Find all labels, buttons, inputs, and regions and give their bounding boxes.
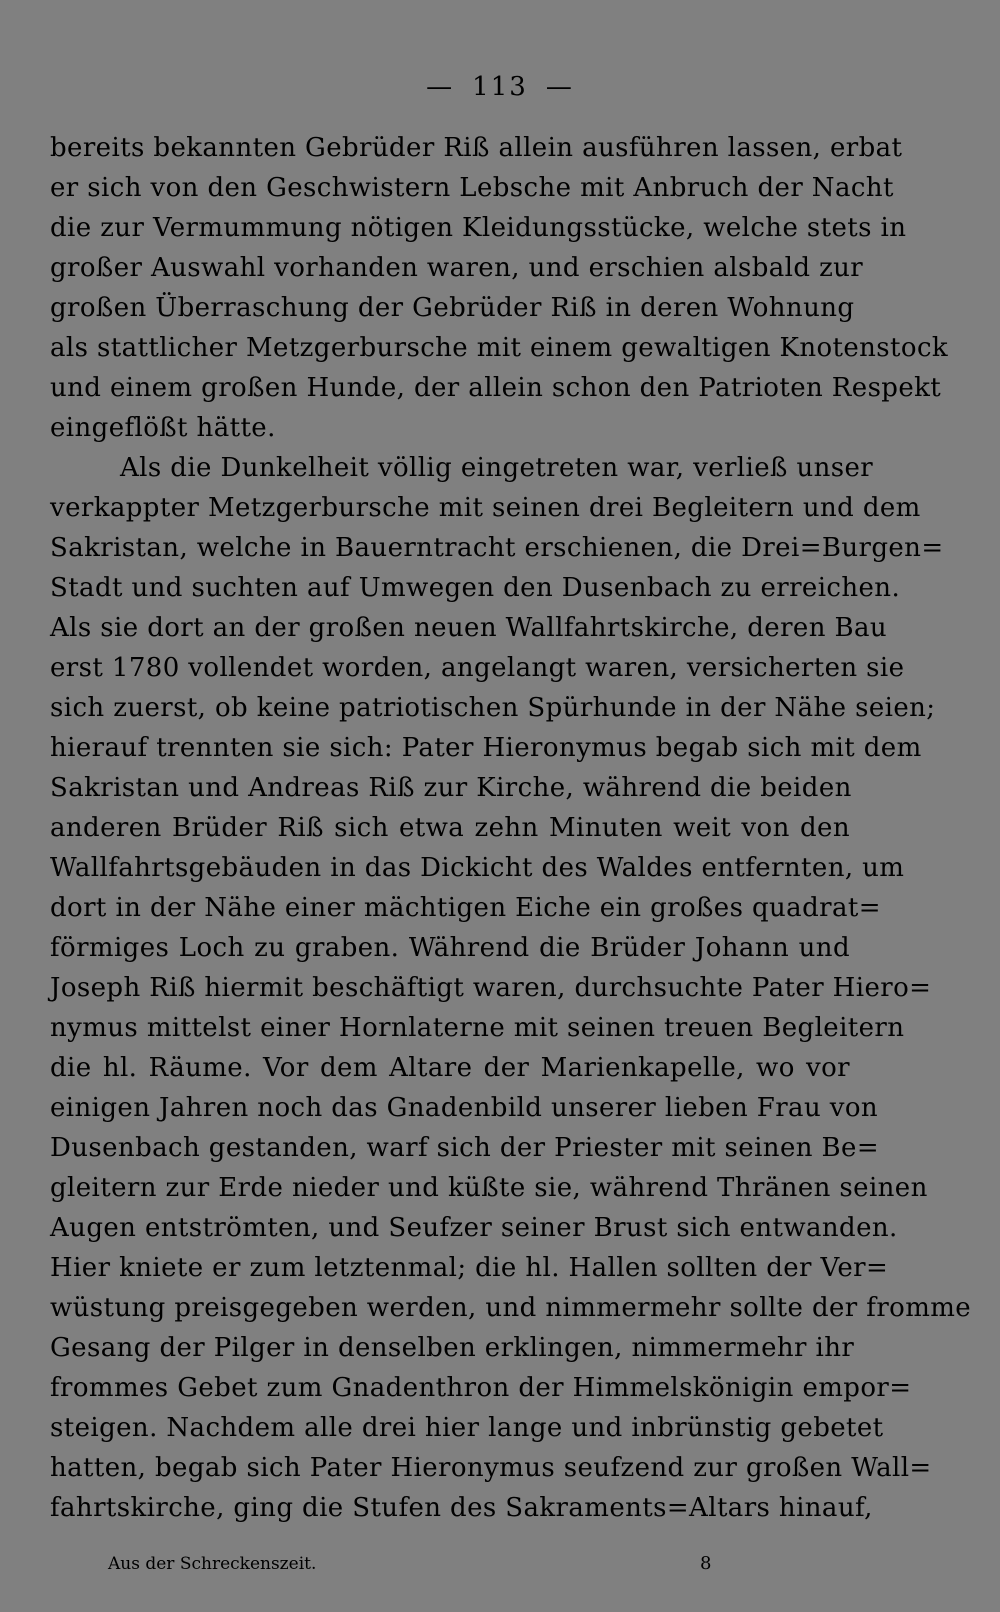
left-dash: — [426,72,455,102]
text-line: die hl. Räume. Vor dem Altare der Marienkapelle, wo vor [50,1053,850,1083]
text-line: verkappter Metzgerbursche mit seinen drei Begleitern und dem [50,493,921,523]
text-line: steigen. Nachdem alle drei hier lange und inbrünstig gebetet [50,1413,884,1443]
text-line: gleitern zur Erde nieder und küßte sie, während Thränen seinen [50,1173,928,1203]
text-line: Wallfahrtsgebäuden in das Dickicht des Waldes entfernten, um [50,853,905,883]
text-line: erst 1780 vollendet worden, angelangt waren, versicherten sie [50,653,905,683]
page-footer [108,1552,712,1576]
text-line: fahrtskirche, ging die Stufen des Sakraments=Altars hinauf, [50,1493,873,1523]
text-line: großen Überraschung der Gebrüder Riß in deren Wohnung [50,293,855,323]
text-line: großer Auswahl vorhanden waren, und erschien alsbald zur [50,253,864,283]
text-line: bereits bekannten Gebrüder Riß allein ausführen lassen, erbat [50,133,903,163]
text-line: als stattlicher Metzgerbursche mit einem gewaltigen Knotenstock [50,333,949,363]
text-line: einigen Jahren noch das Gnadenbild unserer lieben Frau von [50,1093,879,1123]
text-line: förmiges Loch zu graben. Während die Brüder Johann und [50,933,850,963]
text-line: und einem großen Hunde, der allein schon den Patrioten Respekt [50,373,942,403]
text-line: frommes Gebet zum Gnadenthron der Himmelskönigin empor= [50,1373,912,1403]
text-line: Augen entströmten, und Seufzer seiner Brust sich entwanden. [50,1213,898,1243]
body-text [50,128,972,1528]
text-line: hierauf trennten sie sich: Pater Hieronymus begab sich mit dem [50,733,922,763]
page-header [0,72,1000,102]
text-line: die zur Vermummung nötigen Kleidungsstücke, welche stets in [50,213,907,243]
text-line: Sakristan, welche in Bauerntracht erschienen, die Drei=Burgen= [50,533,944,563]
text-line: Sakristan und Andreas Riß zur Kirche, während die beiden [50,773,852,803]
text-line: Als die Dunkelheit völlig eingetreten war, verließ unser [120,453,874,483]
text-line: Gesang der Pilger in denselben erklingen, nimmermehr ihr [50,1333,855,1363]
page-number: 113 [472,72,528,102]
text-line: sich zuerst, ob keine patriotischen Spürhunde in der Nähe seien; [50,693,936,723]
text-line: Dusenbach gestanden, warf sich der Priester mit seinen Be= [50,1133,880,1163]
text-line: Als sie dort an der großen neuen Wallfahrtskirche, deren Bau [50,613,888,643]
text-line: nymus mittelst einer Hornlaterne mit seinen treuen Begleitern [50,1013,905,1043]
text-line: wüstung preisgegeben werden, und nimmermehr sollte der fromme [50,1293,972,1323]
signature-mark: 8 [700,1553,712,1574]
text-line: dort in der Nähe einer mächtigen Eiche ein großes quadrat= [50,893,881,923]
text-line: anderen Brüder Riß sich etwa zehn Minuten weit von den [50,813,850,843]
text-line: Stadt und suchten auf Umwegen den Dusenbach zu erreichen. [50,573,901,603]
right-dash: — [545,72,574,102]
text-line: er sich von den Geschwistern Lebsche mit Anbruch der Nacht [50,173,894,203]
text-line: Joseph Riß hiermit beschäftigt waren, durchsuchte Pater Hiero= [50,973,932,1003]
text-line: hatten, begab sich Pater Hieronymus seufzend zur großen Wall= [50,1453,932,1483]
text-line: Hier kniete er zum letztenmal; die hl. Hallen sollten der Ver= [50,1253,889,1283]
text-line: eingeflößt hätte. [50,413,276,443]
footer-title: Aus der Schreckenszeit. [108,1554,317,1574]
